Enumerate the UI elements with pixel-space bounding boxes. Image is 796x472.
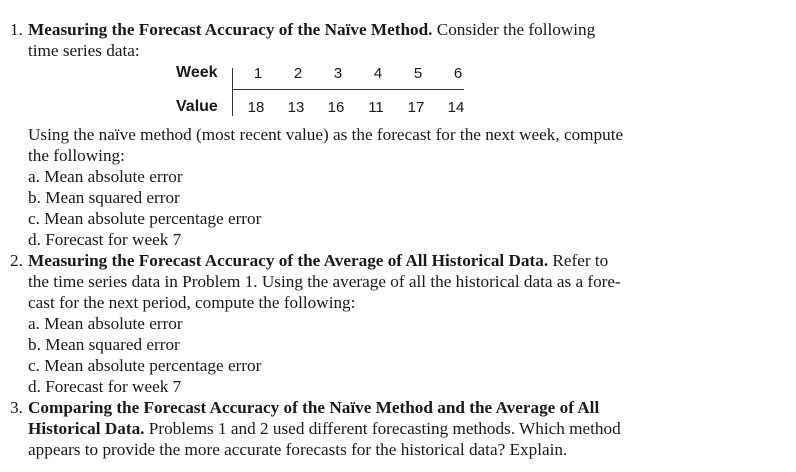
- problem-1-intro-line2: time series data:: [28, 41, 140, 60]
- problem-2-intro: Refer to: [548, 251, 609, 270]
- problem-2-number: 2.: [10, 251, 23, 270]
- week-cell: 6: [453, 65, 463, 82]
- problem-2-item: b. Mean squared error: [28, 335, 180, 354]
- problem-1-title: Measuring the Forecast Accuracy of the Naïve Method.: [28, 20, 433, 39]
- value-header: Value: [176, 98, 218, 115]
- week-cell: 2: [293, 65, 303, 82]
- problem-2-item: d. Forecast for week 7: [28, 377, 182, 396]
- week-cell: 1: [253, 65, 263, 82]
- problem-2-title: Measuring the Forecast Accuracy of the Average of All Historical Data.: [28, 251, 549, 270]
- problem-3-number: 3.: [10, 398, 23, 417]
- problem-3-heading-line2: [28, 418, 621, 439]
- problem-2-body-line: the time series data in Problem 1. Using the average of all the historical data as a fore-: [28, 272, 621, 291]
- week-cell: 4: [373, 65, 383, 82]
- table-horizontal-rule: [232, 89, 464, 90]
- week-cell: 3: [333, 65, 343, 82]
- value-cell: 13: [287, 99, 305, 116]
- value-cell: 16: [327, 99, 345, 116]
- week-cell: 5: [413, 65, 423, 82]
- problem-1-item: c. Mean absolute percentage error: [28, 209, 262, 228]
- time-series-table: [172, 62, 468, 120]
- problem-3-title-cont: Historical Data.: [28, 419, 145, 438]
- problem-1-intro: Consider the following: [432, 20, 596, 39]
- value-cell: 11: [368, 99, 384, 116]
- value-cell: 14: [447, 99, 465, 116]
- problem-1-body-line: Using the naïve method (most recent value) as the forecast for the next week, compute: [28, 125, 624, 144]
- problem-3-title: Comparing the Forecast Accuracy of the Naïve Method and the Average of All: [28, 398, 600, 417]
- problem-3-body: Problems 1 and 2 used different forecasting methods. Which method: [144, 419, 621, 438]
- problem-1-heading: [28, 19, 595, 40]
- problem-1-item: b. Mean squared error: [28, 188, 180, 207]
- problem-3-title-line1: [28, 397, 599, 418]
- week-header: Week: [176, 64, 218, 81]
- problem-3-body-line: appears to provide the more accurate forecasts for the historical data? Explain.: [28, 440, 568, 459]
- problem-1-item: d. Forecast for week 7: [28, 230, 182, 249]
- problem-1-number: 1.: [10, 20, 23, 39]
- table-vertical-rule: [232, 68, 233, 116]
- problem-2-item: a. Mean absolute error: [28, 314, 183, 333]
- value-cell: 17: [407, 99, 425, 116]
- problem-1-body-line: the following:: [28, 146, 125, 165]
- problem-1-item: a. Mean absolute error: [28, 167, 183, 186]
- problem-2-body-line: cast for the next period, compute the following:: [28, 293, 356, 312]
- problem-2-heading: [28, 250, 608, 271]
- problem-2-item: c. Mean absolute percentage error: [28, 356, 262, 375]
- value-cell: 18: [247, 99, 265, 116]
